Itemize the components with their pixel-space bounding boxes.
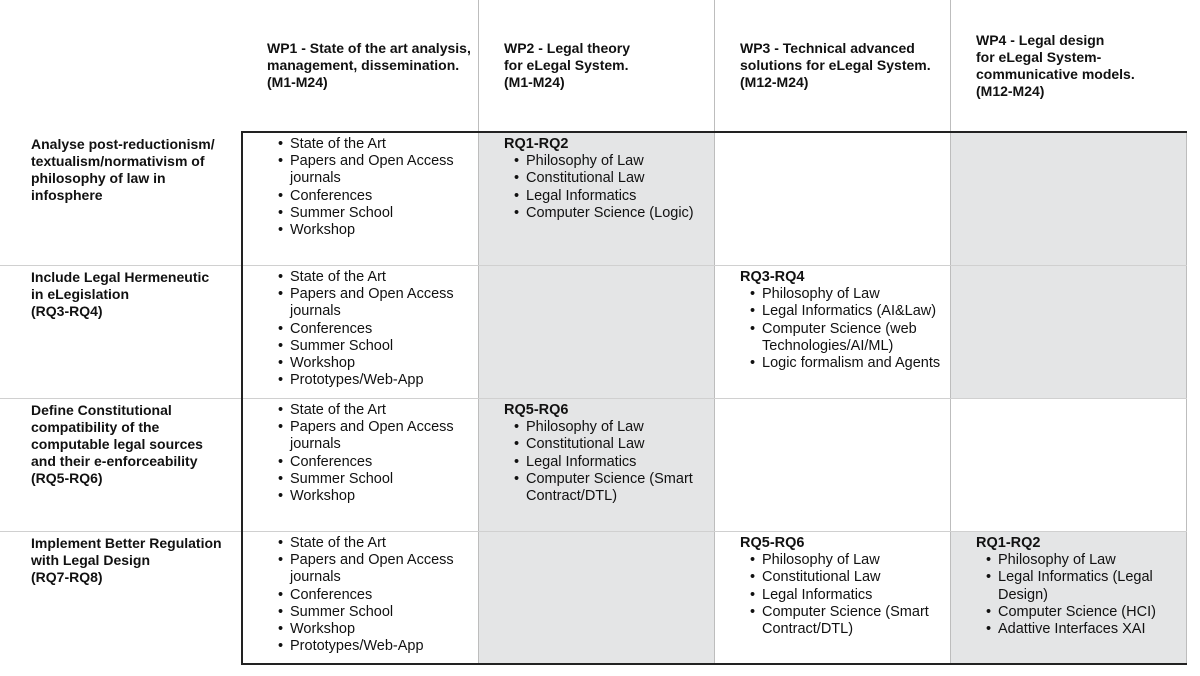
list-item: • Prototypes/Web-App <box>276 372 454 389</box>
list-item: • Computer Science (web <box>748 321 940 338</box>
row-header: Analyse post-reductionism/ textualism/normativism of philosophy of law in infosphere <box>31 136 215 203</box>
rq-label: RQ3-RQ4 <box>740 269 805 285</box>
list-item: • Constitutional Law <box>748 569 929 586</box>
list-item: • Conferences <box>276 188 454 205</box>
list-item: • Papers and Open Access <box>276 419 454 436</box>
list-item: • State of the Art <box>276 269 454 286</box>
list-item: • Computer Science (HCI) <box>984 604 1156 621</box>
list-item: • Summer School <box>276 471 454 488</box>
row-header: Implement Better Regulation with Legal Design (RQ7-RQ8) <box>31 535 222 585</box>
list-item: Contract/DTL) <box>762 621 854 638</box>
column-header-wp3: WP3 - Technical advanced solutions for eLegal System. (M12-M24) <box>740 40 931 90</box>
list-item: • Computer Science (Smart <box>748 604 929 621</box>
list-item: • Adattive Interfaces XAI <box>984 621 1156 638</box>
list-item: journals <box>290 436 341 453</box>
row-divider <box>0 398 1187 399</box>
list-item: • Workshop <box>276 355 454 372</box>
rq-label: RQ5-RQ6 <box>740 535 805 551</box>
list-item: • Constitutional Law <box>512 436 693 453</box>
list-item: • Philosophy of Law <box>512 153 694 170</box>
list-item: • Papers and Open Access <box>276 286 454 303</box>
header-rule <box>241 131 1187 133</box>
list-item: • Computer Science (Smart <box>512 471 693 488</box>
list-item: Contract/DTL) <box>526 488 618 505</box>
list-item: • Philosophy of Law <box>748 286 940 303</box>
column-divider <box>478 0 479 664</box>
wp1-cell <box>276 136 454 239</box>
list-item: • Papers and Open Access <box>276 552 454 569</box>
list-item: • Workshop <box>276 222 454 239</box>
list-item: • Legal Informatics (Legal <box>984 569 1156 586</box>
list-item: • Workshop <box>276 621 454 638</box>
cell-shade <box>478 265 714 398</box>
left-rule <box>241 131 243 665</box>
list-item: • Philosophy of Law <box>748 552 929 569</box>
cell-shade <box>478 531 714 664</box>
list-item: • State of the Art <box>276 136 454 153</box>
list-item: • Philosophy of Law <box>984 552 1156 569</box>
column-divider <box>714 0 715 664</box>
rq-label: RQ5-RQ6 <box>504 402 569 418</box>
column-divider <box>950 0 951 664</box>
list-item: • Conferences <box>276 321 454 338</box>
list-item: • State of the Art <box>276 535 454 552</box>
list-item: • Conferences <box>276 587 454 604</box>
list-item: • Summer School <box>276 604 454 621</box>
row-divider <box>0 265 1187 266</box>
cell-shade <box>950 265 1186 398</box>
wp3-cell <box>740 269 940 372</box>
list-item: • Prototypes/Web-App <box>276 638 454 655</box>
list-item: • Legal Informatics <box>512 188 694 205</box>
list-item: • Conferences <box>276 454 454 471</box>
row-header: Define Constitutional compatibility of the computable legal sources and their e-enforceability (RQ5-RQ6) <box>31 402 203 486</box>
list-item: Design) <box>998 586 1048 603</box>
list-item: • Legal Informatics (AI&Law) <box>748 303 940 320</box>
wp2-cell <box>504 136 694 222</box>
wp2-cell <box>504 402 693 505</box>
wp3-cell <box>740 535 929 638</box>
wp1-cell <box>276 269 454 389</box>
list-item: • Philosophy of Law <box>512 419 693 436</box>
list-item: • Legal Informatics <box>512 454 693 471</box>
list-item: • Summer School <box>276 338 454 355</box>
wp1-cell <box>276 535 454 655</box>
rq-label: RQ1-RQ2 <box>976 535 1041 551</box>
list-item: journals <box>290 170 341 187</box>
cell-shade <box>950 132 1186 265</box>
column-header-wp1: WP1 - State of the art analysis, management, dissemination. (M1-M24) <box>267 40 471 90</box>
rq-label: RQ1-RQ2 <box>504 136 569 152</box>
list-item: • Papers and Open Access <box>276 153 454 170</box>
row-header: Include Legal Hermeneutic in eLegislation (RQ3-RQ4) <box>31 269 210 319</box>
row-divider <box>0 531 1187 532</box>
list-item: • Constitutional Law <box>512 170 694 187</box>
list-item: • Summer School <box>276 205 454 222</box>
wp1-cell <box>276 402 454 505</box>
column-header-wp4: WP4 - Legal design for eLegal System- communicative models. (M12-M24) <box>976 32 1135 99</box>
bottom-rule <box>241 663 1187 665</box>
list-item: • State of the Art <box>276 402 454 419</box>
list-item: • Workshop <box>276 488 454 505</box>
list-item: • Computer Science (Logic) <box>512 205 694 222</box>
list-item: journals <box>290 569 341 586</box>
list-item: • Legal Informatics <box>748 587 929 604</box>
list-item: Technologies/AI/ML) <box>762 337 894 354</box>
wp4-cell <box>976 535 1156 638</box>
column-header-wp2: WP2 - Legal theory for eLegal System. (M1-M24) <box>504 40 631 90</box>
list-item: journals <box>290 303 341 320</box>
list-item: • Logic formalism and Agents <box>748 355 940 372</box>
